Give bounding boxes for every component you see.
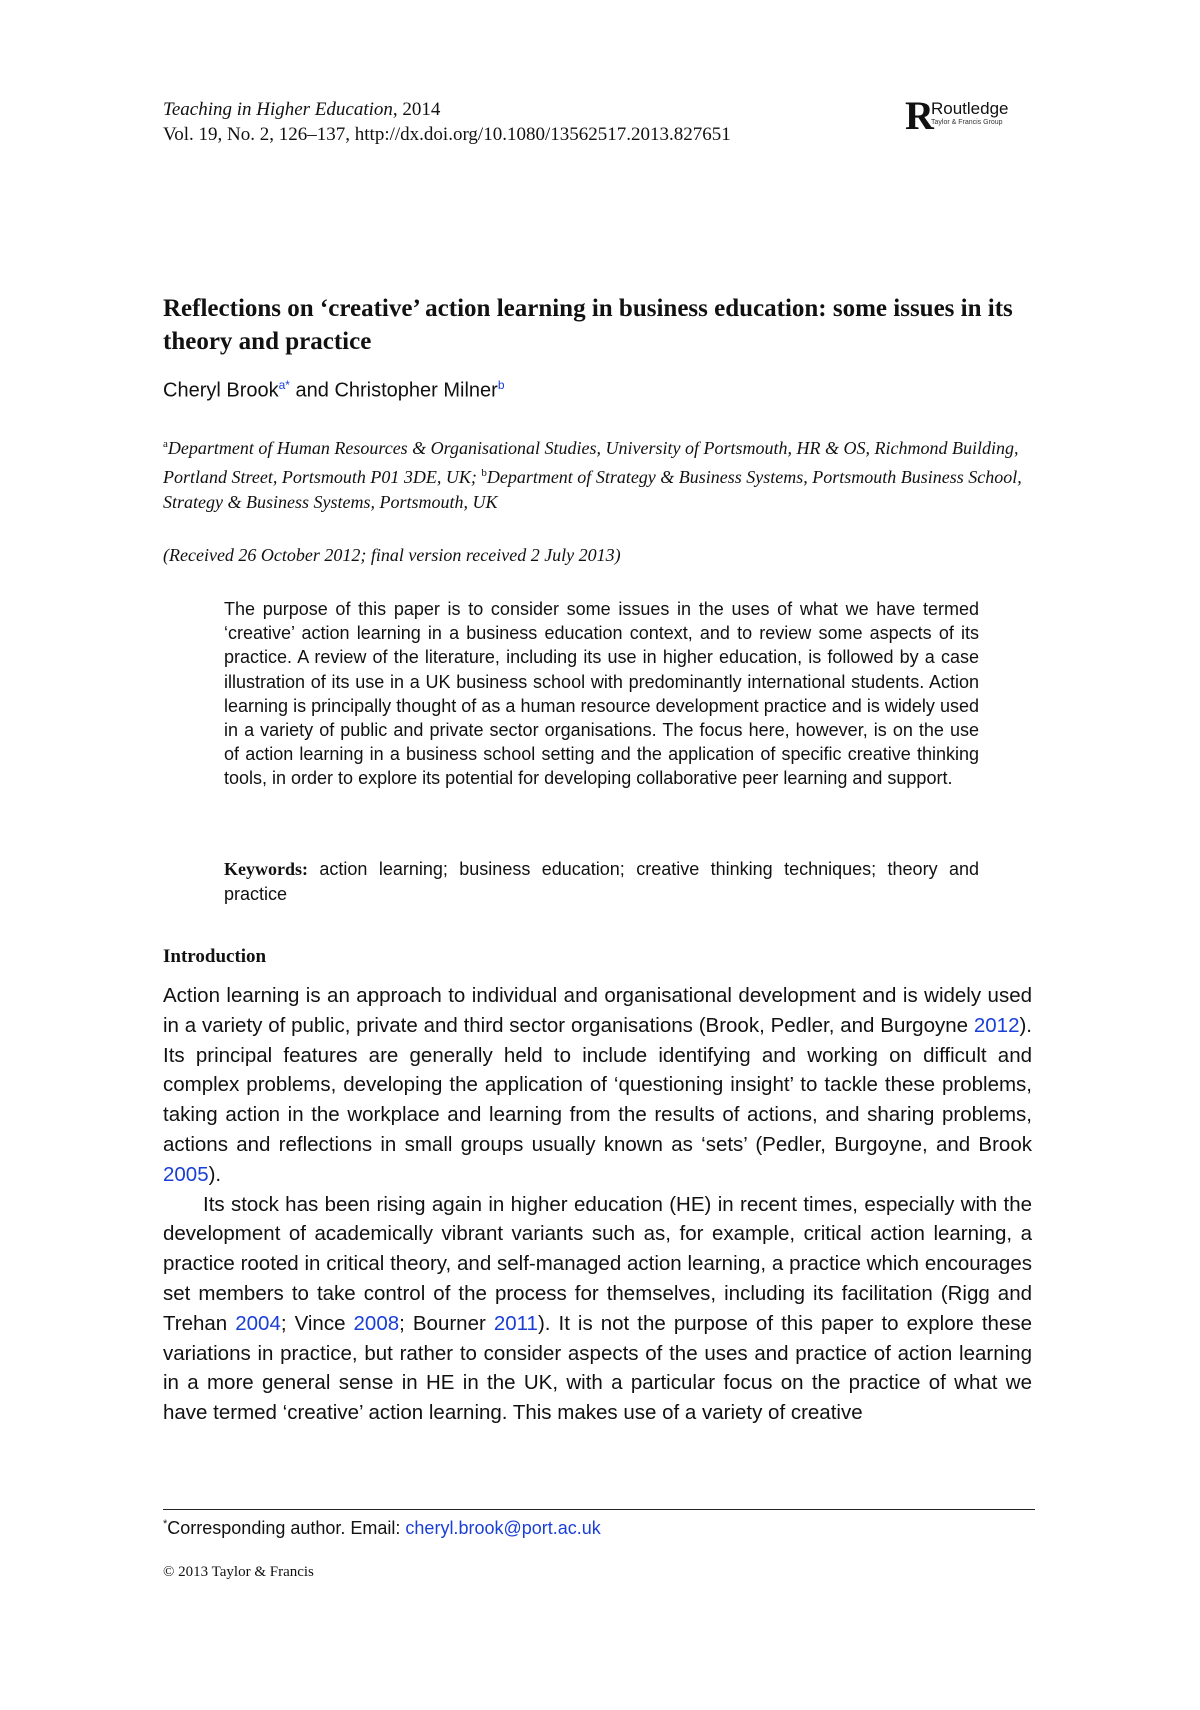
citation-link[interactable]: 2004 [235, 1311, 281, 1335]
corresponding-author-footnote [163, 1518, 601, 1539]
routledge-logo [905, 93, 1045, 140]
keywords-label: Keywords: [224, 859, 308, 879]
abstract: The purpose of this paper is to consider some issues in the uses of what we have termed ‘creative’ action learning in a business education context, and to review some aspects of its practice. A review of the literature, including its use in higher education, is followed by a case illustration of its use in a UK business school with predominantly international students. Action learning is principally thought of as a human resource development practice and is widely used in a variety of public and private sector organisations. The focus here, however, is on the use of action learning in a business school setting and the application of specific creative thinking tools, in order to explore its potential for developing collaborative peer learning and support. [224, 599, 979, 789]
paragraph-text: ; Bourner [399, 1311, 494, 1335]
journal-citation: Vol. 19, No. 2, 126–137, http://dx.doi.org/10.1080/13562517.2013.827651 [163, 124, 731, 145]
footnote-marker: * [163, 1518, 168, 1530]
routledge-brand: Routledge [931, 99, 1009, 118]
received-dates: (Received 26 October 2012; final version received 2 July 2013) [163, 545, 621, 565]
article-title: Reflections on ‘creative’ action learning in business education: some issues in its theory and practice [163, 295, 1013, 355]
citation-link[interactable]: 2012 [973, 1013, 1020, 1037]
footnote-divider [163, 1509, 1035, 1510]
affiliation-b: Department of Strategy & Business Systems, Portsmouth Business School, Strategy & Business Systems, Portsmouth, UK [163, 467, 1022, 512]
author-name: Cheryl Brook [163, 379, 279, 402]
introduction-body [163, 981, 1032, 1428]
author-affiliation-link[interactable]: b [497, 378, 505, 392]
routledge-mark-icon: R [905, 93, 934, 138]
paragraph-text: ). It is not the purpose of this paper to explore these variations in practice, but rather to consider aspects of the uses and practice of action learning in a more general sense in HE in the UK, with a particular focus on the practice of what we have termed ‘creative’ action learning. This makes use of a variety of creative [163, 1311, 1033, 1425]
section-heading: Introduction [163, 946, 267, 967]
affiliation-marker: b [481, 467, 487, 479]
citation-link[interactable]: 2008 [353, 1311, 400, 1335]
keywords [224, 857, 979, 906]
citation-link[interactable]: 2005 [163, 1162, 209, 1186]
paragraph-text: Its stock has been rising again in higher education (HE) in recent times, especially with the development of academically vibrant variants such as, for example, critical action learning, a practice rooted in critical theory, and self-managed action learning, a practice which encourages set members to take control of the process for themselves, including its facilitation (Rigg and Trehan [163, 1192, 1032, 1335]
copyright-notice [163, 1564, 314, 1581]
author-line [163, 378, 505, 403]
paragraph [163, 1190, 1032, 1428]
footnote-label: Corresponding author. Email: [167, 1518, 406, 1538]
paragraph-text: ). [208, 1162, 222, 1186]
affiliations [163, 432, 1043, 515]
author-name: Christopher Milner [334, 379, 498, 402]
paragraph-text: ; Vince [280, 1311, 354, 1335]
routledge-tagline: Taylor & Francis Group [931, 119, 1003, 126]
email-link[interactable]: cheryl.brook@port.ac.uk [405, 1518, 601, 1538]
author-affiliation-link[interactable]: a* [278, 378, 290, 392]
paragraph [163, 981, 1032, 1190]
keywords-list: action learning; business education; creative thinking techniques; theory and practice [224, 859, 979, 904]
journal-year: , 2014 [392, 99, 441, 120]
citation-link[interactable]: 2011 [493, 1311, 538, 1335]
copyright-text: 2013 Taylor & Francis [174, 1564, 314, 1580]
affiliation-marker: a [163, 438, 168, 450]
copyright-icon: © [163, 1564, 175, 1580]
author-connector: and [289, 379, 335, 402]
journal-name: Teaching in Higher Education [163, 99, 393, 120]
journal-header [163, 97, 731, 147]
affiliation-a: Department of Human Resources & Organisational Studies, University of Portsmouth, HR & OS, Richmond Building, Portland Street, Portsmouth P01 3DE, UK; [163, 438, 1019, 487]
paragraph-text: Action learning is an approach to individual and organisational development and is widely used in a variety of public, private and third sector organisations (Brook, Pedler, and Burgoyne [163, 984, 1032, 1037]
paragraph-text: ). Its principal features are generally held to include identifying and working on difficult and complex problems, developing the application of ‘questioning insight’ to tackle these problems, taking action in the workplace and learning from the results of actions, and sharing problems, actions and reflections in small groups usually known as ‘sets’ (Pedler, Burgoyne, and Brook [163, 1013, 1032, 1156]
